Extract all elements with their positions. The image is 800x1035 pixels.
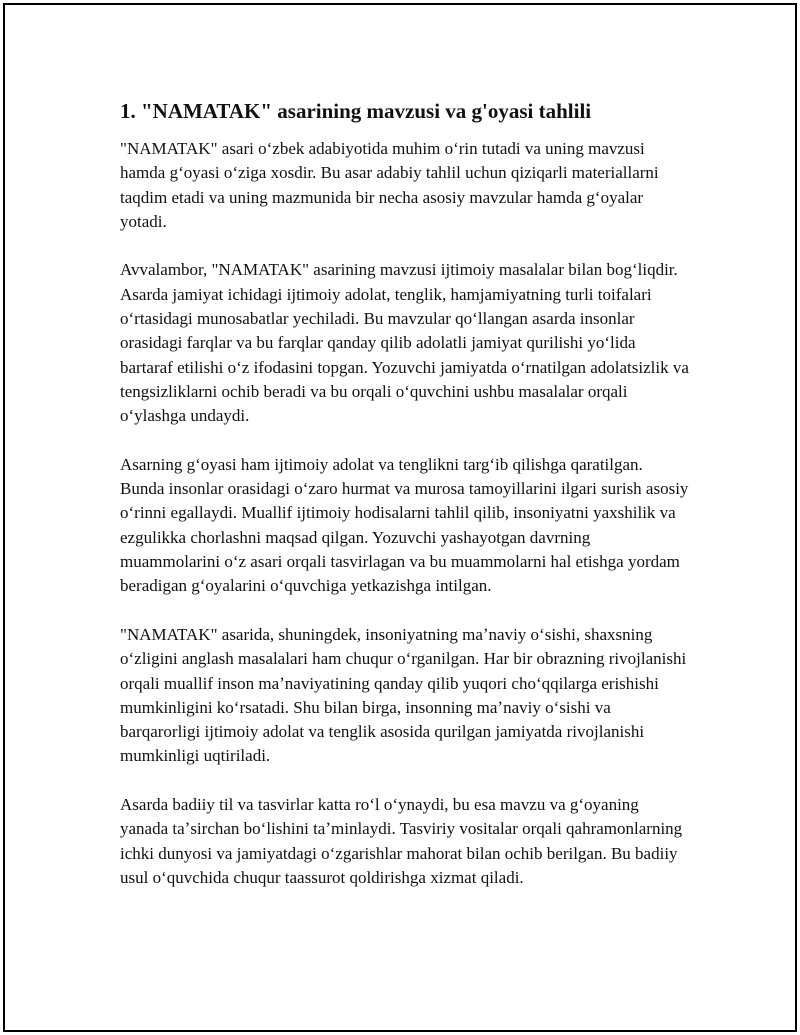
paragraph-idea: Asarning gʻoyasi ham ijtimoiy adolat va tenglikni targʻib qilishga qaratilgan. Bunda insonlar orasidagi oʻzaro hurmat va murosa tamoyillarini ilgari surish asosiy oʻrinni egallaydi. Muallif ijtimoiy hodisalarni tahlil qilib, insoniyatni yaxshilik va ezgulikka chorlashni maqsad qilgan. Yozuvchi yashayotgan davrning muammolarini oʻz asari orqali tasvirlagan va bu muammolarni hal etishga yordam beradigan gʻoyalarini oʻquvchiga yetkazishga intilgan. bbox=[120, 454, 689, 596]
document-body bbox=[120, 97, 690, 915]
section-heading: 1. "NAMATAK" asarining mavzusi va g'oyasi tahlili bbox=[120, 99, 592, 123]
paragraph-theme: Avvalambor, "NAMATAK" asarining mavzusi ijtimoiy masalalar bilan bogʻliqdir. Asarda jamiyat ichidagi ijtimoiy adolat, tenglik, hamjamiyatning turli toifalari oʻrtasidagi munosabatlar yechiladi. Bu mavzular qoʻllangan asarda insonlar orasidagi farqlar va bu farqlar qanday qilib adolatli jamiyat qurilishi yoʻlida bartaraf etilishi oʻz ifodasini topgan. Yozuvchi jamiyatda oʻrnatilgan adolatsizlik va tengsizliklarni ochib beradi va bu orqali oʻquvchini ushbu masalalar orqali oʻylashga undaydi. bbox=[120, 260, 689, 426]
paragraph-artistic-language: Asarda badiiy til va tasvirlar katta roʻl oʻynaydi, bu esa mavzu va gʻoyaning yanada taʼsirchan boʻlishini taʼminlaydi. Tasviriy vositalar orqali qahramonlarning ichki dunyosi va jamiyatdagi oʻzgarishlar mahorat bilan ochib berilgan. Bu badiiy usul oʻquvchida chuqur taassurot qoldirishga xizmat qiladi. bbox=[120, 795, 683, 887]
document-page bbox=[3, 3, 797, 1032]
paragraph-spiritual-growth: "NAMATAK" asarida, shuningdek, insoniyatning maʼnaviy oʻsishi, shaxsning oʻzligini anglash masalalari ham chuqur oʻrganilgan. Har bir obrazning rivojlanishi orqali muallif inson maʼnaviyatining qanday qilib yuqori choʻqqilarga erishishi mumkinligini koʻrsatadi. Shu bilan birga, insonning maʼnaviy oʻsishi va barqarorligi ijtimoiy adolat va tenglik asosida qurilgan jamiyatda rivojlanishi mumkinligi uqtiriladi. bbox=[120, 624, 687, 766]
paragraph-intro: "NAMATAK" asari oʻzbek adabiyotida muhim oʻrin tutadi va uning mavzusi hamda gʻoyasi oʻziga xosdir. Bu asar adabiy tahlil uchun qiziqarli materiallarni taqdim etadi va uning mazmunida bir necha asosiy mavzular hamda gʻoyalar yotadi. bbox=[120, 139, 659, 231]
